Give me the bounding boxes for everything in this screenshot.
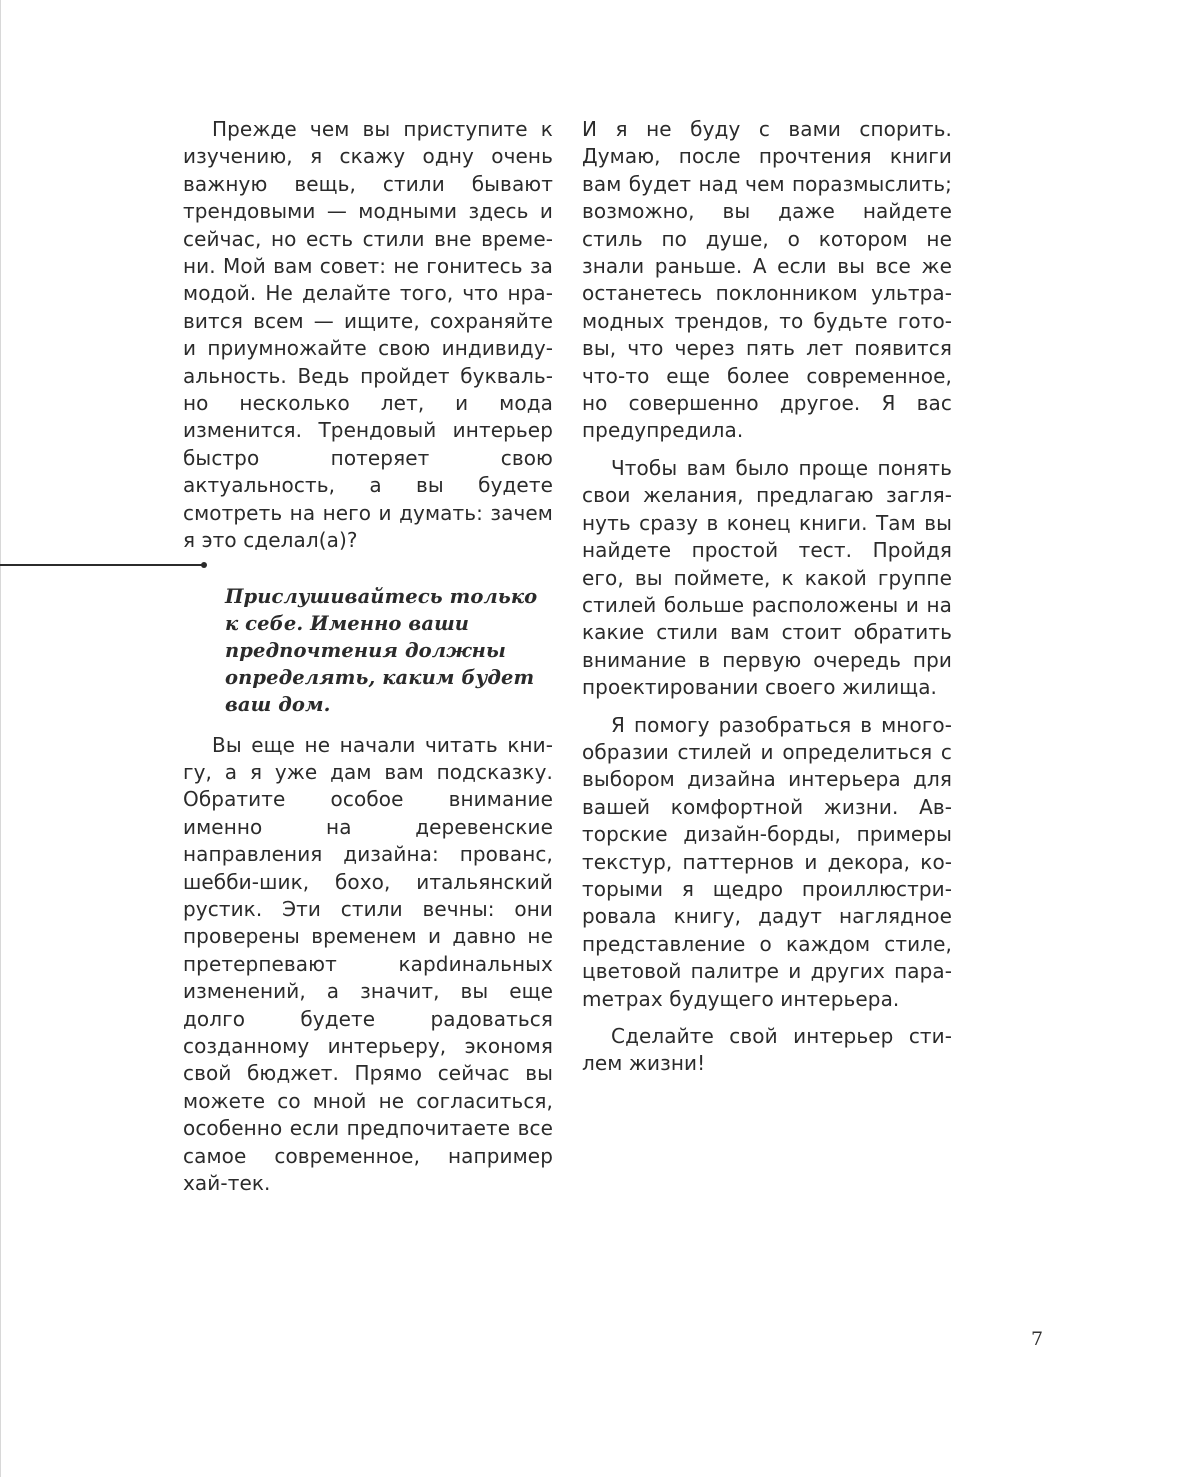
left-paragraph-1: Прежде чем вы приступите к изучению, я скажу одну очень важную вещь, стили бывают трендовыми — модными здесь и сейчас, но есть стили вне времени. Мой вам совет: не гонитесь за модой. Не делайте того, что нравится всем — ищите, сохраняйте и приумножайте свою индивидуальность. Ведь пройдет буквально несколько лет, и мода изменится. Трендовый интерьер быстро потеряет свою актуальность, а вы будете смотреть на него и думать: зачем я это сделал(а)?: [183, 117, 553, 553]
quote-rule: [0, 564, 202, 566]
left-paragraph-2: Вы еще не начали читать книгу, а я уже дам вам подсказку. Обратите особое внимание именно на деревенские направления дизайна: прованс, шебби-шик, бохо, итальянский рустик. Эти стили вечны: они проверены временем и давно не претерпевают карdинальных изменений, а значит, вы еще долго будете радоваться созданному интерьеру, экономя свой бюджет. Прямо сейчас вы можете со мной не согласиться, особенно если предпочитаете все самое современное, например хай-тек.: [183, 732, 553, 1195]
right-paragraph-2: Чтобы вам было проще понять свои желания, предлагаю заглянуть сразу в конец книги. Там вы найдете простой тест. Пройдя его, вы поймете, к какой группе стилей больше расположены и на какие стили вам стоит обратить внимание в первую очередь при проектировании своего жилища.: [582, 455, 952, 700]
right-paragraph-1: И я не буду с вами спорить. Думаю, после прочтения книги вам будет над чем поразмыслить; возможно, вы даже найдете стиль по душе, о котором не знали раньше. А если вы все же останетесь поклонником ультрамодных трендов, то будьте готовы, что через пять лет появится что-то еще более современное, но совершенно другое. Я вас предупредила.: [582, 117, 952, 443]
right-column: [582, 116, 952, 1088]
page-number: 7: [1031, 1328, 1044, 1350]
page-edge: [0, 0, 1, 1477]
left-column: [183, 116, 553, 1207]
right-paragraph-4: Сделайте свой интерьер стилем жизни!: [582, 1024, 952, 1076]
pull-quote: Прислушивайтесь только к себе. Именно ваши предпочтения должны определять, каким будет ваш дом.: [225, 584, 538, 716]
right-paragraph-3: Я помогу разобраться в многообразии стилей и определиться с выбором дизайна интерьера для вашей комфортной жизни. Авторские дизайн-борды, примеры текстур, паттернов и декора, которыми я щедро проиллюстрировала книгу, дадут наглядное представление о каждом стиле, цветовой палитре и других параmетрах будущего интерьера.: [582, 712, 952, 1011]
